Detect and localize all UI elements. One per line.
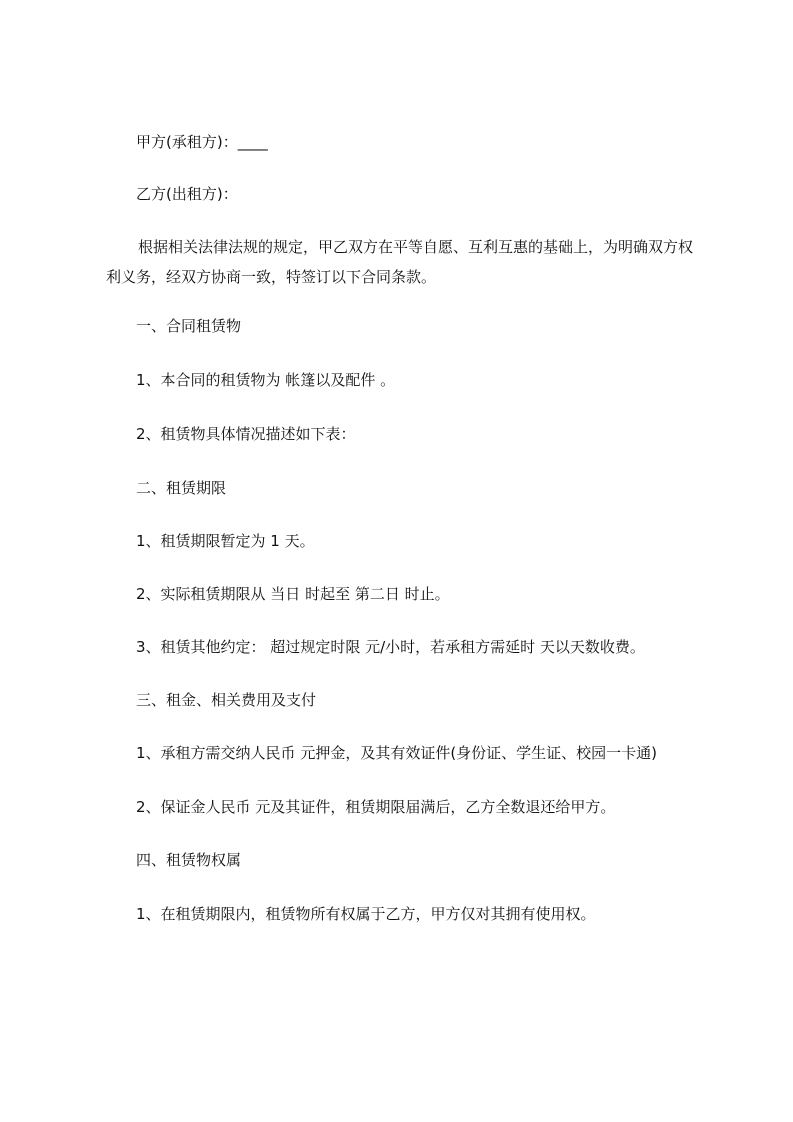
section-3-item-2: 2、保证金人民币 元及其证件，租赁期限届满后，乙方全数退还给甲方。 [136,798,616,816]
section-4-heading: 四、租赁物权属 [136,851,242,869]
party-a-line: 甲方(承租方)：____ [136,133,268,151]
section-2-heading: 二、租赁期限 [136,479,227,497]
section-2-item-2: 2、实际租赁期限从 当日 时起至 第二日 时止。 [136,585,450,603]
section-1-item-2: 2、租赁物具体情况描述如下表： [136,425,356,443]
party-b-line: 乙方(出租方)： [136,185,238,203]
section-2-item-3: 3、租赁其他约定： 超过规定时限 元/小时，若承租方需延时 天以天数收费。 [136,638,645,656]
section-2-item-1: 1、租赁期限暂定为 1 天。 [136,532,315,550]
section-1-item-1: 1、本合同的租赁物为 帐篷以及配件 。 [136,371,396,389]
section-4-item-1: 1、在租赁期限内，租赁物所有权属于乙方，甲方仅对其拥有使用权。 [136,905,596,923]
section-1-heading: 一、合同租赁物 [136,317,242,335]
intro-paragraph: 根据相关法律法规的规定，甲乙双方在平等自愿、互利互惠的基础上，为明确双方权利义务，经双方协商一致，特签订以下合同条款。 [106,238,694,286]
section-3-heading: 三、租金、相关费用及支付 [136,691,317,709]
section-3-item-1: 1、承租方需交纳人民币 元押金，及其有效证件(身份证、学生证、校园一卡通) [136,744,658,762]
